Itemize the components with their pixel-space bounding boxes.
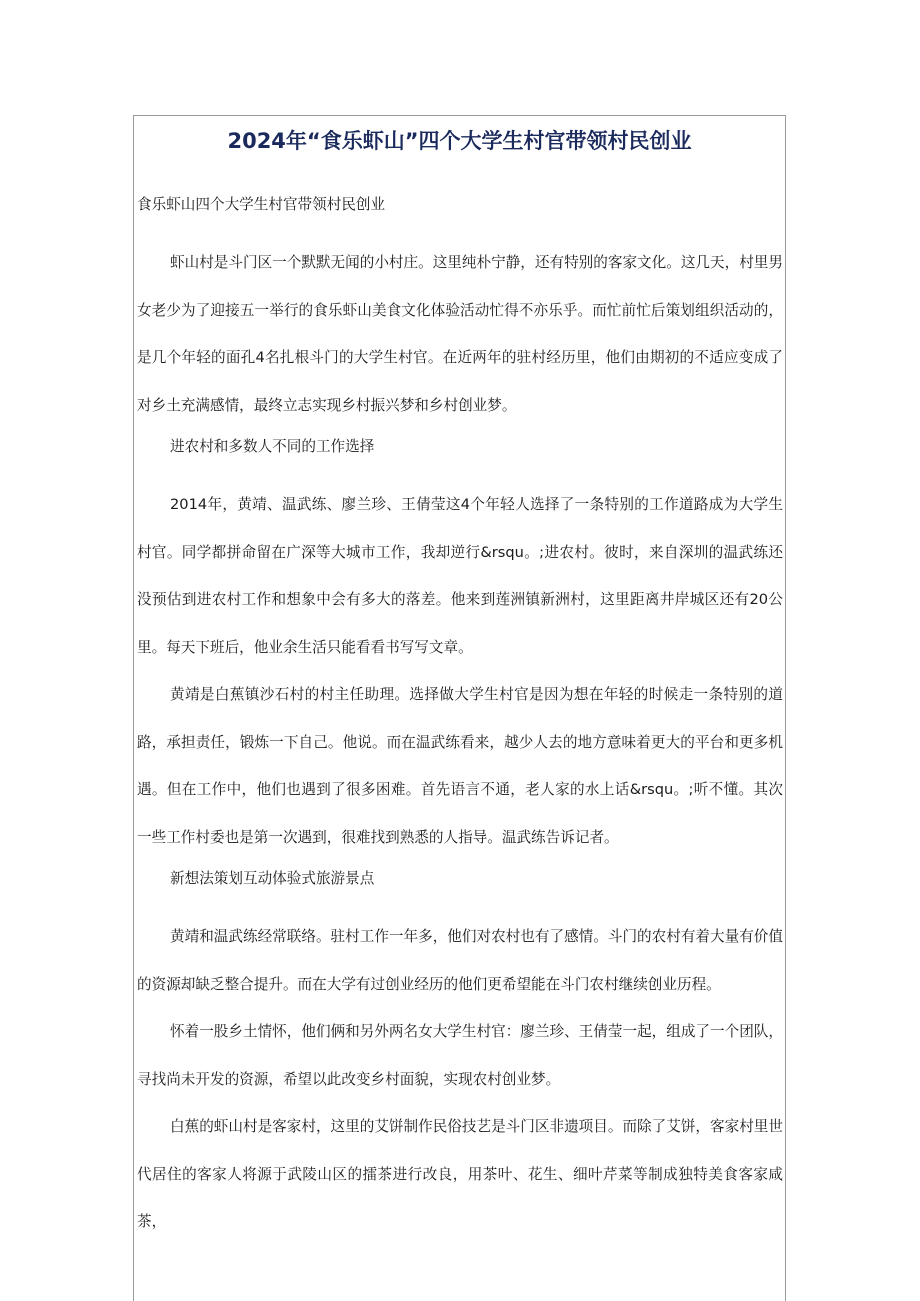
paragraph: 黄靖是白蕉镇沙石村的村主任助理。选择做大学生村官是因为想在年轻的时候走一条特别的道路，承担责任，锻炼一下自己。他说。而在温武练看来，越少人去的地方意味着更大的平台和更多机遇。但在工作中，他们也遇到了很多困难。首先语言不通，老人家的水上话&rsqu。;听不懂。其次一些工作村委也是第一次遇到，很难找到熟悉的人指导。温武练告诉记者。 — [137, 686, 783, 846]
section-heading: 进农村和多数人不同的工作选择 — [170, 438, 375, 455]
paragraph: 白蕉的虾山村是客家村，这里的艾饼制作民俗技艺是斗门区非遗项目。而除了艾饼，客家村里世代居住的客家人将源于武陵山区的擂茶进行改良，用茶叶、花生、细叶芹菜等制成独特美食客家咸茶， — [137, 1118, 783, 1230]
paragraph: 怀着一股乡土情怀，他们俩和另外两名女大学生村官：廖兰珍、王倩莹一起，组成了一个团队，寻找尚未开发的资源，希望以此改变乡村面貌，实现农村创业梦。 — [137, 1023, 783, 1088]
section-heading: 新想法策划互动体验式旅游景点 — [170, 870, 375, 887]
document-title: 2024年“食乐虾山”四个大学生村官带领村民创业 — [227, 129, 692, 153]
paragraph: 虾山村是斗门区一个默默无闻的小村庄。这里纯朴宁静，还有特别的客家文化。这几天，村里男女老少为了迎接五一举行的食乐虾山美食文化体验活动忙得不亦乐乎。而忙前忙后策划组织活动的，是几个年轻的面孔4名扎根斗门的大学生村官。在近两年的驻村经历里，他们由期初的不适应变成了对乡土充满感情，最终立志实现乡村振兴梦和乡村创业梦。 — [137, 254, 783, 414]
paragraph: 2014年，黄靖、温武练、廖兰珍、王倩莹这4个年轻人选择了一条特别的工作道路成为大学生村官。同学都拼命留在广深等大城市工作，我却逆行&rsqu。;进农村。彼时，来自深圳的温武练还没预估到进农村工作和想象中会有多大的落差。他来到莲洲镇新洲村，这里距离井岸城区还有20公里。每天下班后，他业余生活只能看看书写写文章。 — [137, 496, 783, 656]
document-subtitle: 食乐虾山四个大学生村官带领村民创业 — [137, 196, 386, 213]
paragraph: 黄靖和温武练经常联络。驻村工作一年多，他们对农村也有了感情。斗门的农村有着大量有价值的资源却缺乏整合提升。而在大学有过创业经历的他们更希望能在斗门农村继续创业历程。 — [137, 928, 783, 993]
document-body — [137, 193, 783, 1246]
document-page — [133, 115, 786, 1301]
